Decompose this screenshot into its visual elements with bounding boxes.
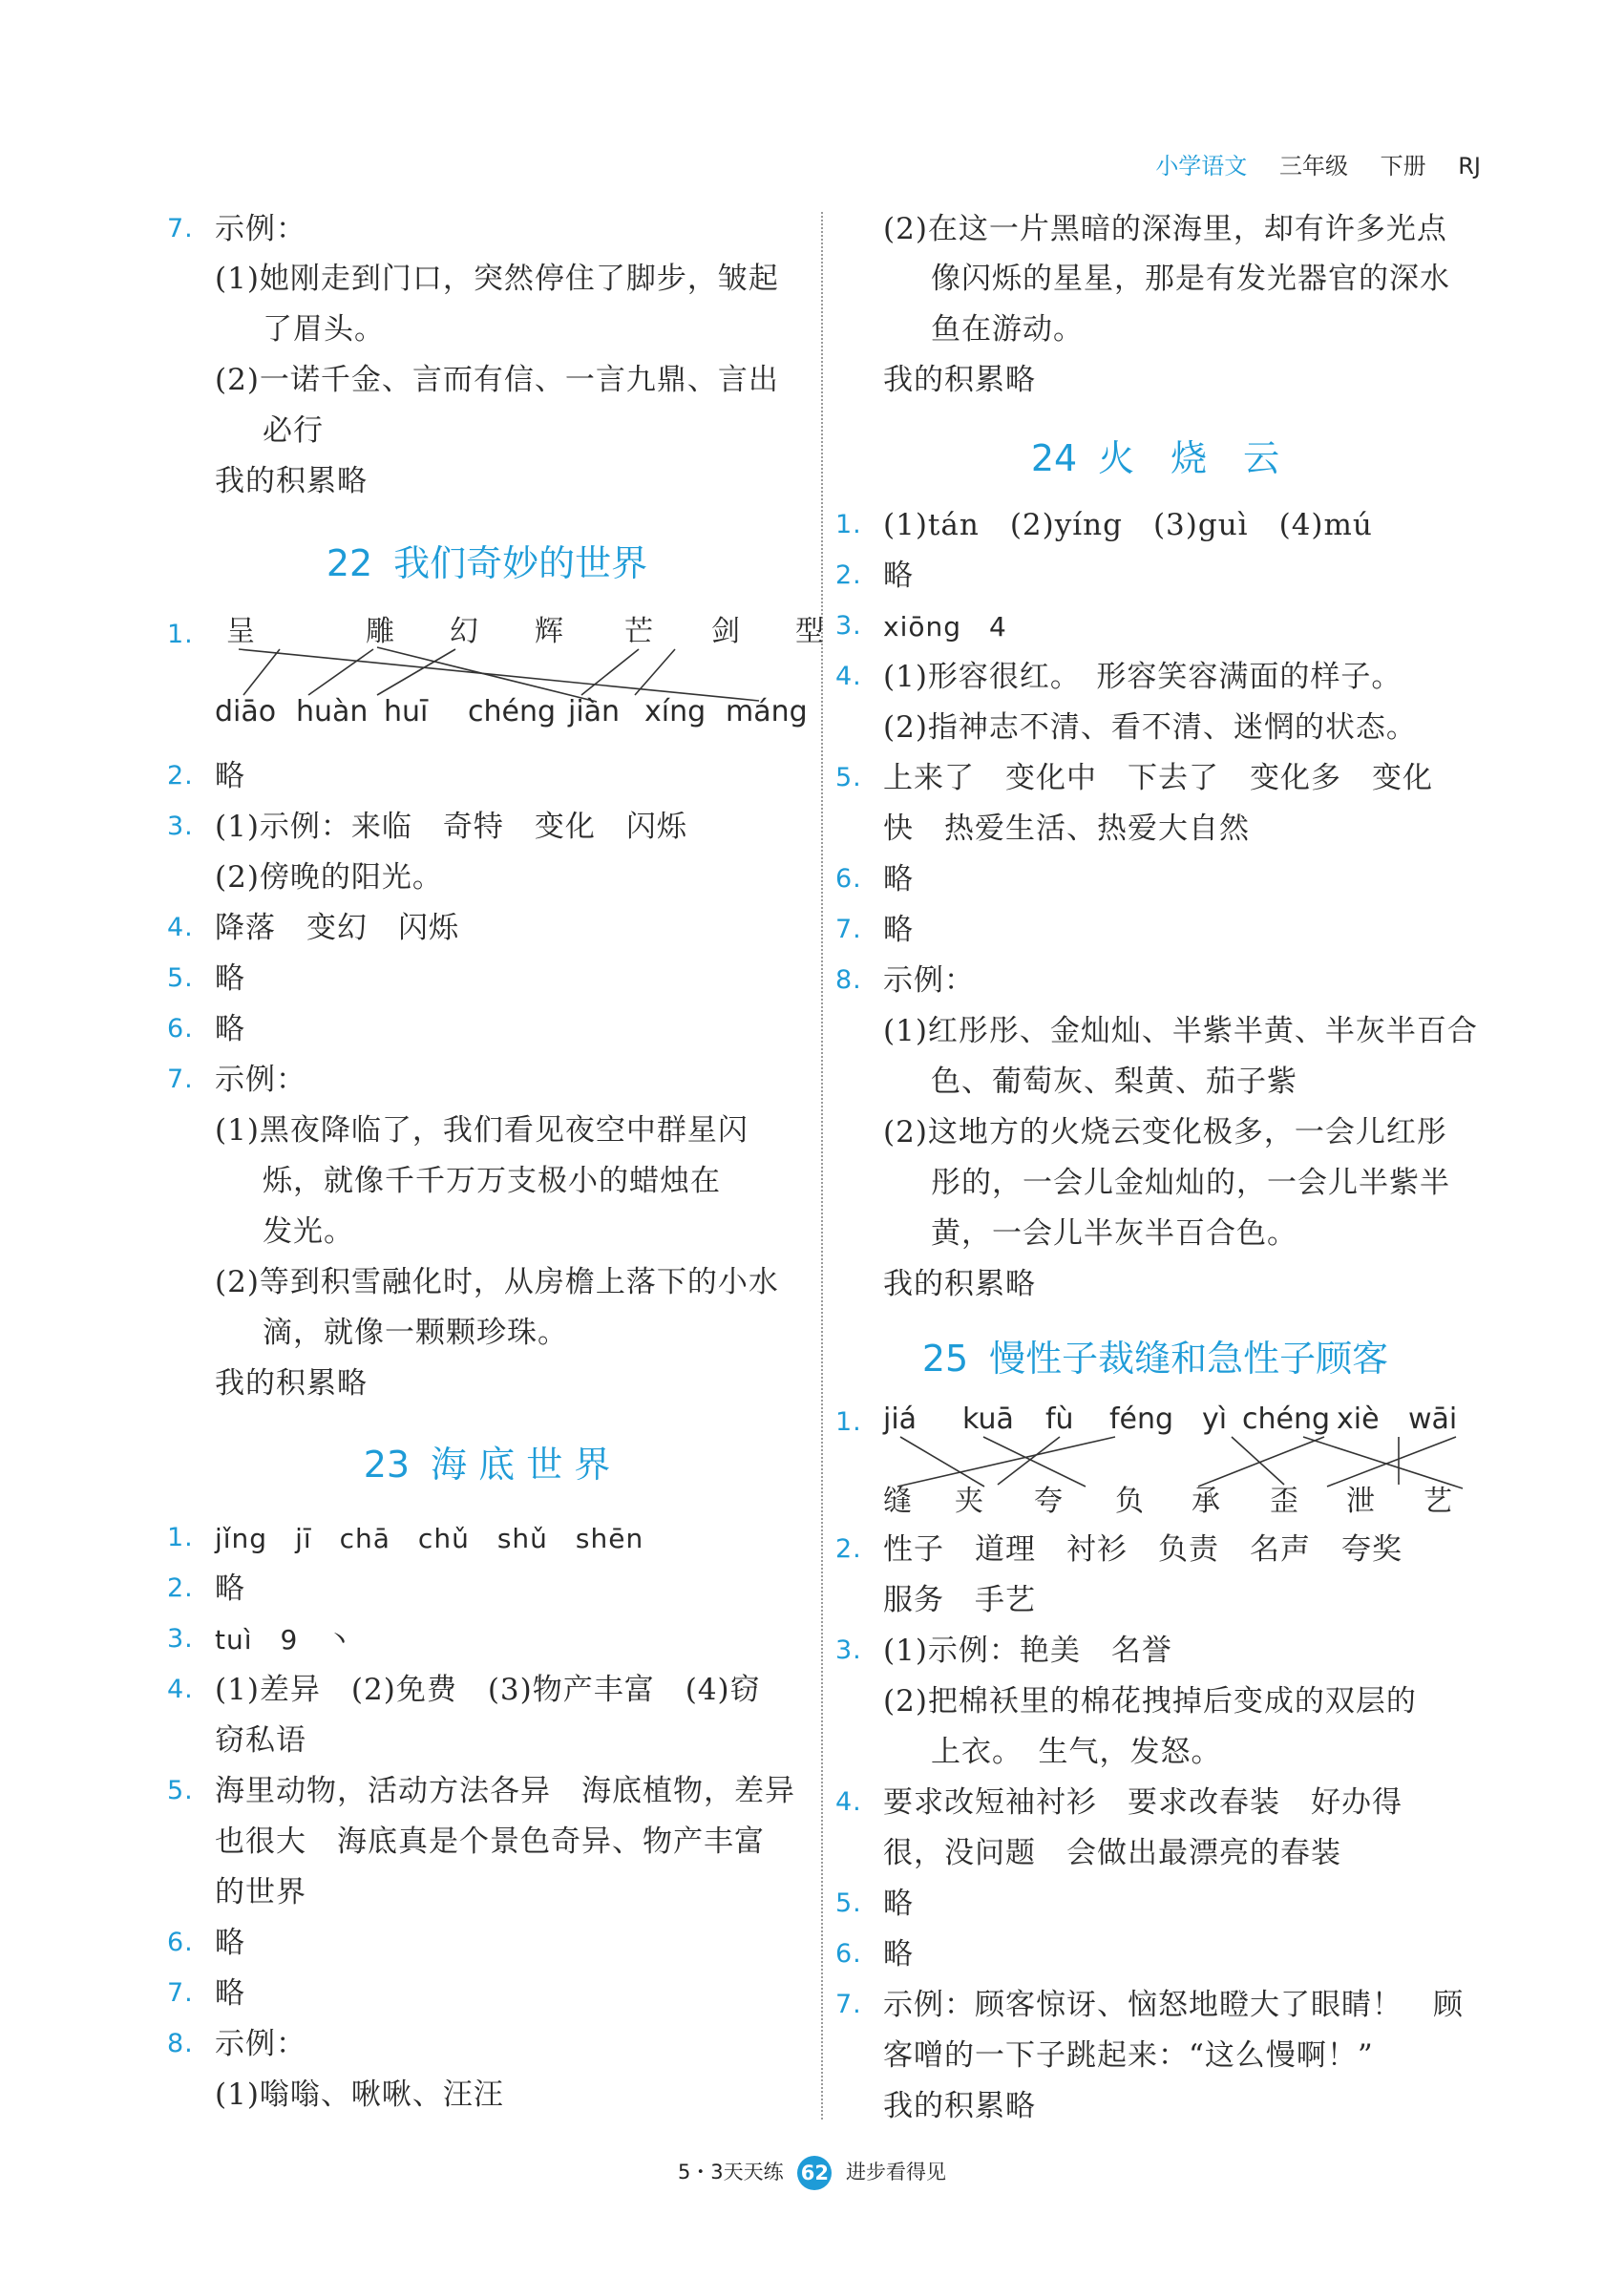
match-pinyin: chéng bbox=[468, 695, 557, 728]
match-pinyin: diāo bbox=[215, 695, 277, 728]
match-pinyin: fù bbox=[1045, 1403, 1074, 1436]
answer-line: 7. 示例： bbox=[167, 1063, 306, 1097]
lesson-title-22: 22 我们奇妙的世界 bbox=[326, 542, 648, 584]
answer-line: 5. 上来了 变化中 下去了 变化多 变化 bbox=[835, 761, 1433, 795]
answer-line: (2)这地方的火烧云变化极多，一会儿红彤 bbox=[883, 1115, 1447, 1150]
answer-line: 必行 bbox=[263, 413, 324, 448]
answer-line: 我的积累略 bbox=[883, 363, 1036, 397]
page-footer bbox=[0, 2156, 1624, 2190]
match-pinyin: xiè bbox=[1337, 1403, 1380, 1436]
answer-line: 3. (1)示例：来临 奇特 变化 闪烁 bbox=[167, 810, 687, 844]
match-pinyin: xíng bbox=[644, 695, 707, 728]
match-pinyin: féng bbox=[1109, 1403, 1174, 1436]
answer-line: 也很大 海底真是个景色奇异、物产丰富 bbox=[215, 1825, 765, 1859]
match-char: 雕 bbox=[366, 615, 394, 648]
match-char: 夹 bbox=[955, 1485, 983, 1518]
answer-line: 2. 性子 道理 衬衫 负责 名声 夸奖 bbox=[835, 1532, 1403, 1567]
answer-line: 6. 略 bbox=[167, 1926, 245, 1960]
answer-line: (1)她刚走到门口，突然停住了脚步，皱起 bbox=[215, 262, 779, 296]
answer-line: 快 热爱生活、热爱大自然 bbox=[883, 812, 1250, 846]
match-pinyin: huàn bbox=[296, 695, 369, 728]
answer-line: (1)嗡嗡、啾啾、汪汪 bbox=[215, 2078, 504, 2112]
match-char: 呈 bbox=[226, 615, 255, 648]
answer-line: 6. 略 bbox=[835, 1937, 914, 1972]
match-char: 夸 bbox=[1034, 1485, 1063, 1518]
header-subject: 小学语文 bbox=[1155, 153, 1248, 179]
page-number-badge: 62 bbox=[797, 2156, 832, 2190]
answer-line: 了眉头。 bbox=[263, 312, 385, 347]
answer-line: 彤的，一会儿金灿灿的，一会儿半紫半 bbox=[931, 1166, 1450, 1200]
match-pinyin: kuā bbox=[962, 1403, 1014, 1436]
match-pinyin: wāi bbox=[1408, 1403, 1458, 1436]
answer-line: 8. 示例： bbox=[167, 2027, 306, 2061]
answer-line: (2)把棉袄里的棉花拽掉后变成的双层的 bbox=[883, 1684, 1417, 1719]
match-pinyin: yì bbox=[1202, 1403, 1228, 1436]
lesson-title-24: 24 火 烧 云 bbox=[1030, 437, 1280, 479]
answer-line: 烁，就像千千万万支极小的蜡烛在 bbox=[263, 1164, 721, 1198]
answer-line: 5. 略 bbox=[167, 961, 245, 996]
answer-line: 4. (1)差异 (2)免费 (3)物产丰富 (4)窃 bbox=[167, 1673, 761, 1707]
answer-line: 发光。 bbox=[263, 1214, 354, 1249]
match-char: 型 bbox=[795, 615, 824, 648]
answer-line: 我的积累略 bbox=[215, 1366, 368, 1401]
answer-line: 我的积累略 bbox=[883, 2089, 1036, 2123]
lesson-title-25: 25 慢性子裁缝和急性子顾客 bbox=[921, 1338, 1389, 1380]
match-char: 幻 bbox=[450, 615, 478, 648]
match-pinyin: jiàn bbox=[568, 695, 621, 728]
answer-line: 滴，就像一颗颗珍珠。 bbox=[263, 1316, 568, 1350]
match-char: 辉 bbox=[535, 615, 563, 648]
answer-line: 2. 略 bbox=[167, 1571, 245, 1606]
match-pinyin: chéng bbox=[1242, 1403, 1331, 1436]
header-term: 下册 bbox=[1380, 153, 1426, 179]
match-pinyin: máng bbox=[726, 695, 808, 728]
answer-line: 7. 略 bbox=[835, 913, 914, 947]
match-char: 芒 bbox=[624, 615, 653, 648]
answer-line: 3. xiōng 4 bbox=[835, 611, 1007, 643]
column-divider bbox=[821, 212, 823, 2120]
answer-line: 窃私语 bbox=[215, 1723, 306, 1758]
match-pinyin: jiá bbox=[883, 1403, 917, 1436]
lesson-title-23: 23 海 底 世 界 bbox=[363, 1444, 611, 1486]
match-char: 剑 bbox=[711, 615, 740, 648]
answer-line: 3. tuì 9 丶 bbox=[167, 1624, 354, 1656]
answer-line: 客噌的一下子跳起来：“这么慢啊！” bbox=[883, 2038, 1374, 2073]
footer-brand: 5・3天天练 bbox=[677, 2161, 784, 2183]
answer-line: 3. (1)示例：艳美 名誉 bbox=[835, 1634, 1172, 1668]
match-char: 艺 bbox=[1424, 1485, 1452, 1518]
answer-line: 的世界 bbox=[215, 1875, 306, 1909]
answer-line: 很，没问题 会做出最漂亮的春装 bbox=[883, 1836, 1341, 1870]
answer-line: 鱼在游动。 bbox=[931, 312, 1084, 347]
header-edition: RJ bbox=[1458, 153, 1481, 179]
answer-line: 7. 略 bbox=[167, 1976, 245, 2011]
answer-line: 上衣。 生气，发怒。 bbox=[931, 1735, 1222, 1769]
answer-line: (2)一诺千金、言而有信、一言九鼎、言出 bbox=[215, 363, 779, 397]
answer-line: 2. 略 bbox=[167, 759, 245, 793]
answer-line: 5. 海里动物，活动方法各异 海底植物，差异 bbox=[167, 1774, 795, 1808]
answer-line: 服务 手艺 bbox=[883, 1583, 1036, 1617]
match-char: 缝 bbox=[883, 1485, 912, 1518]
answer-line: (2)在这一片黑暗的深海里，却有许多光点 bbox=[883, 212, 1447, 246]
match-char: 泄 bbox=[1346, 1485, 1375, 1518]
answer-line: (2)傍晚的阳光。 bbox=[215, 860, 443, 895]
answer-line: 像闪烁的星星，那是有发光器官的深水 bbox=[931, 262, 1450, 296]
answer-line: 黄，一会儿半灰半百合色。 bbox=[931, 1216, 1297, 1251]
match-char: 歪 bbox=[1270, 1485, 1298, 1518]
answer-line: 8. 示例： bbox=[835, 963, 975, 998]
footer-slogan: 进步看得见 bbox=[846, 2161, 947, 2183]
answer-line: 7. 示例： bbox=[167, 212, 306, 246]
answer-line: (2)指神志不清、看不清、迷惘的状态。 bbox=[883, 710, 1417, 745]
match-char: 承 bbox=[1192, 1485, 1220, 1518]
answer-line: (1)黑夜降临了，我们看见夜空中群星闪 bbox=[215, 1113, 749, 1148]
header-grade: 三年级 bbox=[1278, 153, 1348, 179]
answer-line: 6. 略 bbox=[835, 862, 914, 896]
match-char: 负 bbox=[1115, 1485, 1144, 1518]
answer-line: 2. 略 bbox=[835, 559, 914, 593]
answer-line: (1)红彤彤、金灿灿、半紫半黄、半灰半百合 bbox=[883, 1014, 1478, 1048]
answer-line: 4. 要求改短袖衬衫 要求改春装 好办得 bbox=[835, 1785, 1403, 1820]
page-header bbox=[1130, 147, 1481, 180]
answer-line: 1. jǐng jī chā chǔ shǔ shēn bbox=[167, 1523, 644, 1554]
answer-line: 5. 略 bbox=[835, 1887, 914, 1921]
answer-line: 1. (1)tán (2)yíng (3)guì (4)mú bbox=[835, 508, 1373, 542]
match-pinyin: huī bbox=[384, 695, 429, 728]
answer-line: 我的积累略 bbox=[215, 464, 368, 498]
answer-line: (2)等到积雪融化时，从房檐上落下的小水 bbox=[215, 1265, 779, 1299]
answer-line: 6. 略 bbox=[167, 1012, 245, 1046]
answer-line: 4. 降落 变幻 闪烁 bbox=[167, 911, 459, 945]
answer-line: 色、葡萄灰、梨黄、茄子紫 bbox=[931, 1065, 1297, 1099]
answer-line: 7. 示例：顾客惊讶、恼怒地瞪大了眼睛！ 顾 bbox=[835, 1988, 1464, 2022]
answer-line: 4. (1)形容很红。 形容笑容满面的样子。 bbox=[835, 660, 1403, 694]
answer-line: 我的积累略 bbox=[883, 1267, 1036, 1301]
